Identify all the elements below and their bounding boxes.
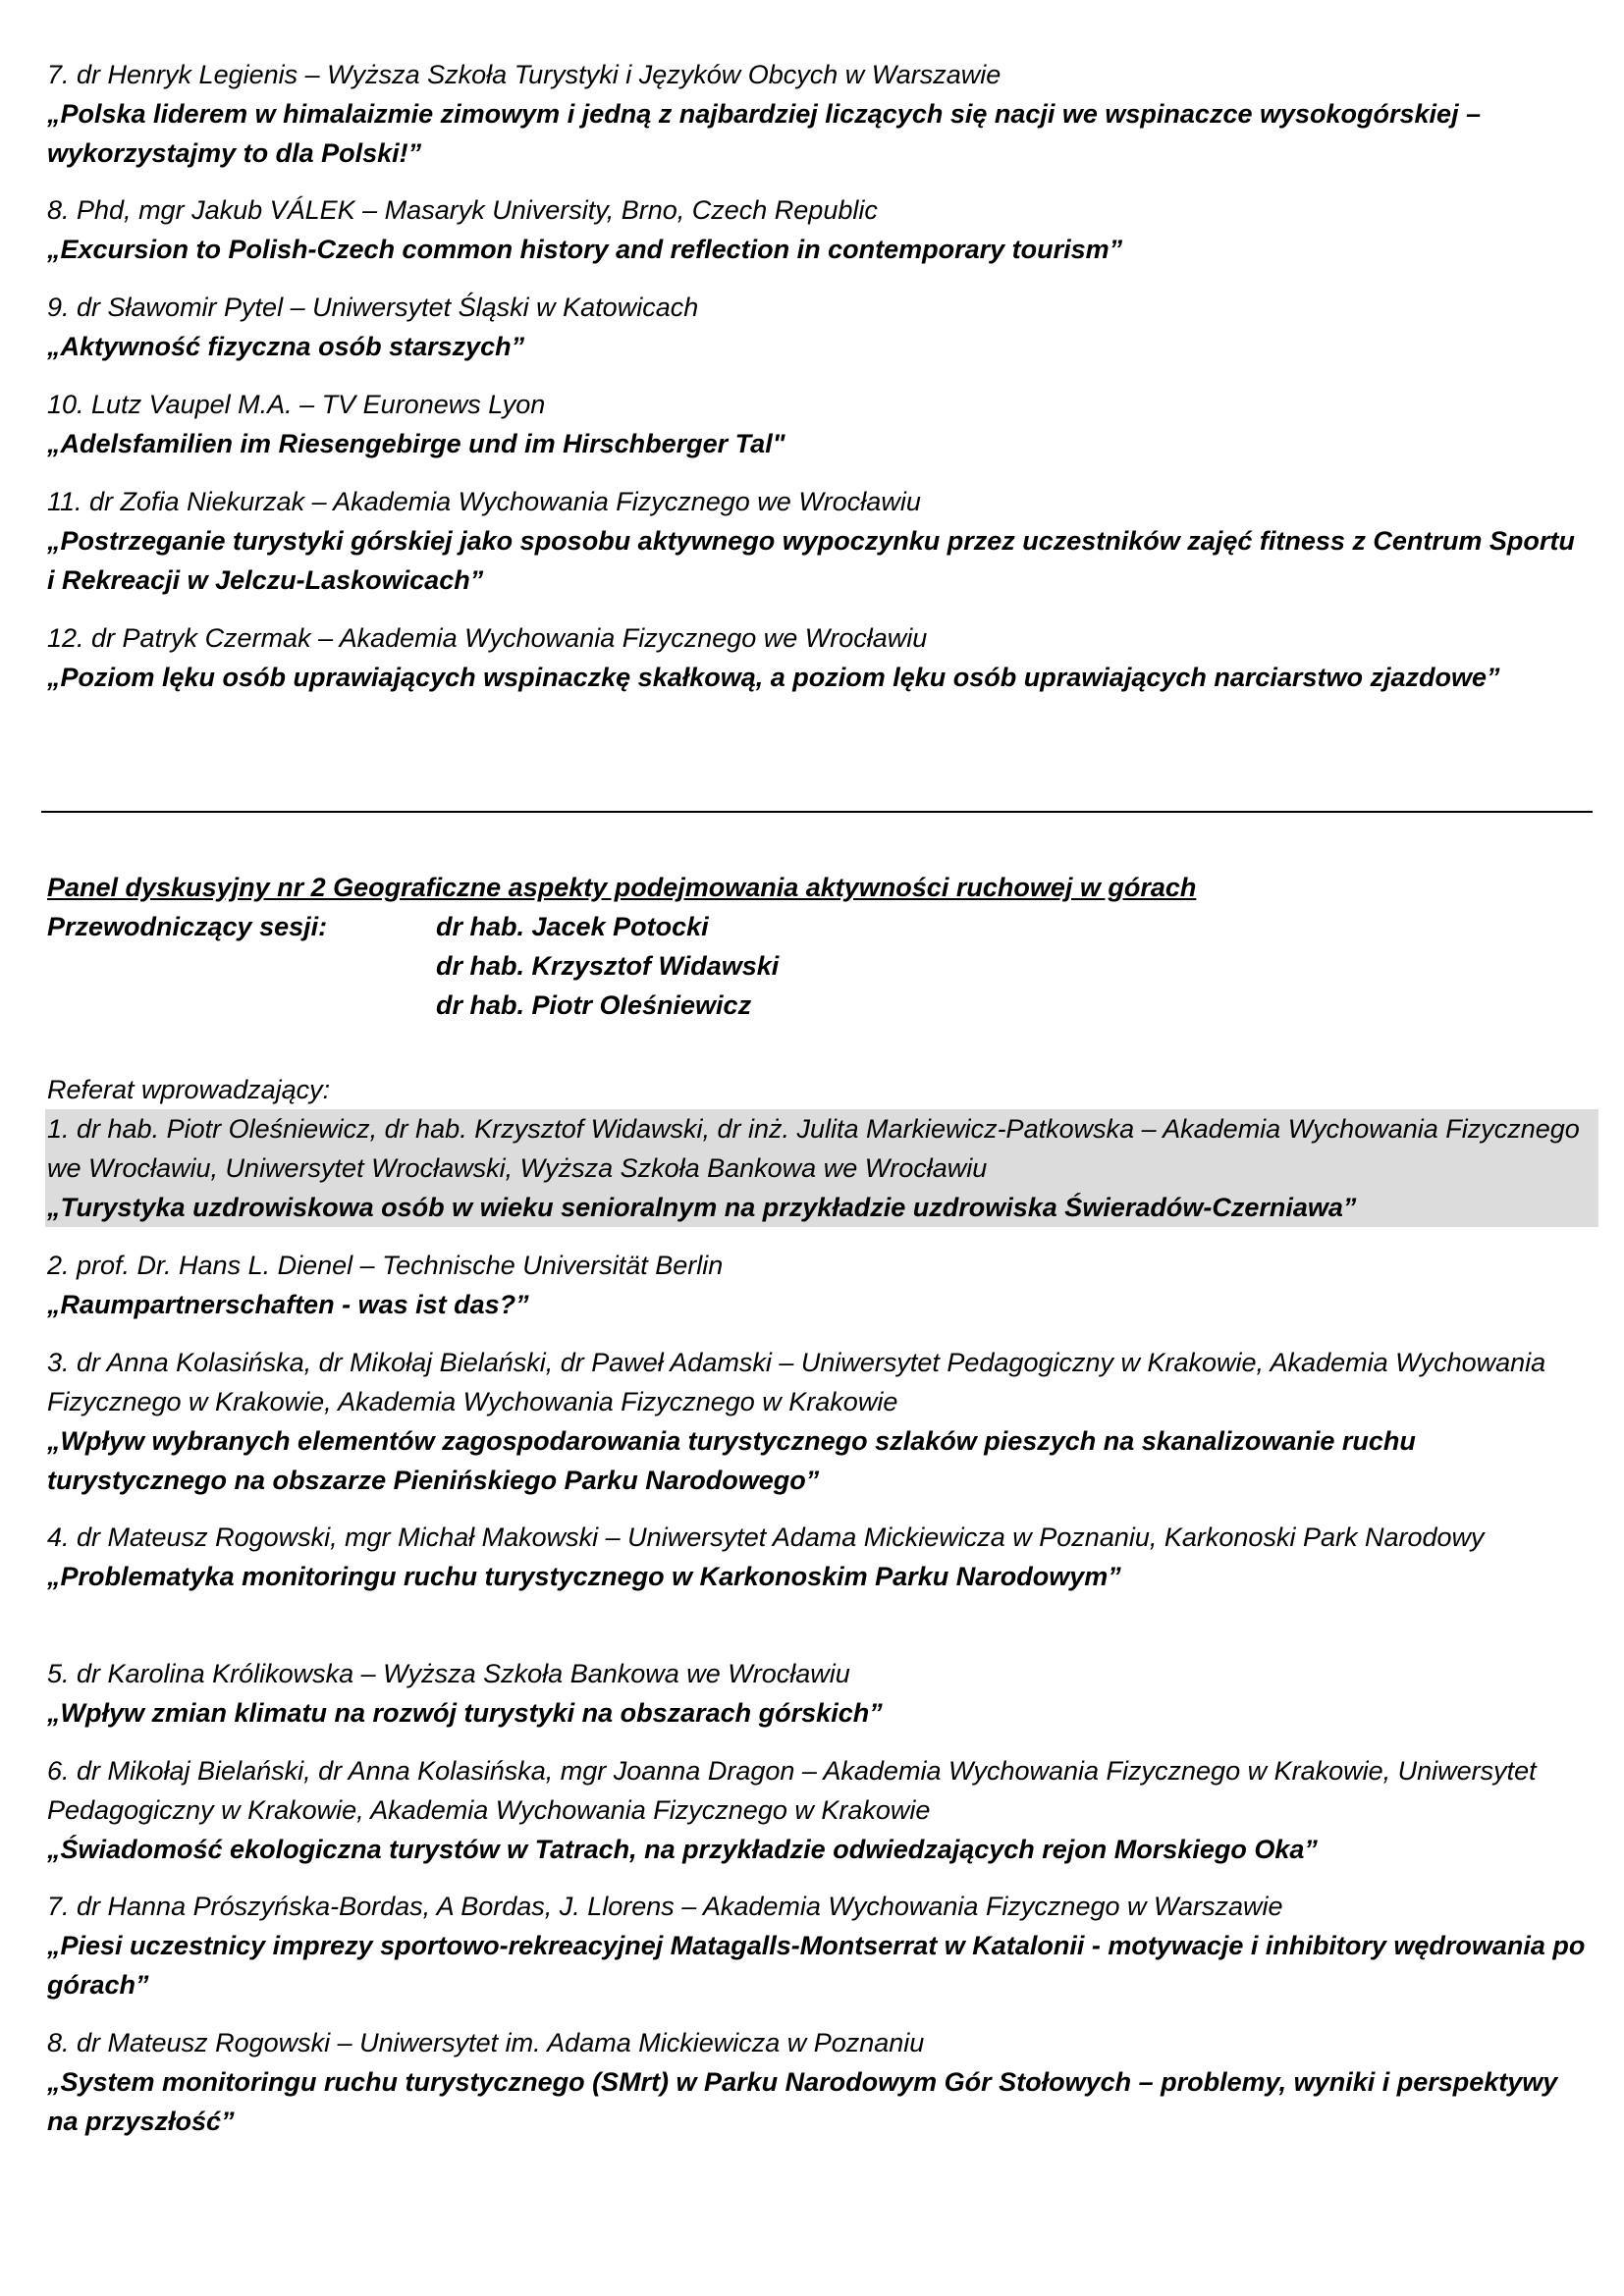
panel-header [47,868,1589,1025]
entry-author: 6. dr Mikołaj Bielański, dr Anna Kolasińska, mgr Joanna Dragon – Akademia Wychowania Fizycznego w Krakowie, Uniwersytet Pedagogiczny w Krakowie, Akademia Wychowania Fizycznego w Krakowie [47,1756,1537,1825]
entry-title: „Piesi uczestnicy imprezy sportowo-rekreacyjnej Matagalls-Montserrat w Katalonii - motywacje i inhibitory wędrowania po górach” [47,1931,1586,2000]
intro-label-text: Referat wprowadzający: [47,1075,331,1104]
entry [47,190,1589,269]
entry [47,482,1589,600]
chair-name: dr hab. Jacek Potocki [436,912,709,941]
intro-label [47,1070,1589,1109]
entry-title: „Postrzeganie turystyki górskiej jako sposobu aktywnego wypoczynku przez uczestników zajęć fitness z Centrum Sportu i Rekreacji w Jelczu-Laskowicach” [47,526,1575,595]
section-divider [41,811,1593,813]
entry-author: 5. dr Karolina Królikowska – Wyższa Szkoła Bankowa we Wrocławiu [47,1659,850,1688]
entry [47,1887,1589,2004]
entry-author: 8. Phd, mgr Jakub VÁLEK – Masaryk University, Brno, Czech Republic [47,195,878,225]
entry-title: „Polska liderem w himalaizmie zimowym i jedną z najbardziej liczących się nacji we wspinaczce wysokogórskiej – wykorzystajmy to dla Polski!” [47,99,1482,168]
entry-author: 11. dr Zofia Niekurzak – Akademia Wychowania Fizycznego we Wrocławiu [47,487,921,516]
entry [47,1654,1589,1733]
entry [47,618,1589,697]
entry-title: „Wpływ wybranych elementów zagospodarowania turystycznego szlaków pieszych na skanalizowanie ruchu turystycznego na obszarze Pienińskiego Parku Narodowego” [47,1426,1416,1495]
entry-author: 3. dr Anna Kolasińska, dr Mikołaj Bielański, dr Paweł Adamski – Uniwersytet Pedagogiczny w Krakowie, Akademia Wychowania Fizycznego w Krakowie, Akademia Wychowania Fizycznego w Krakowie [47,1348,1546,1416]
entry [47,288,1589,366]
entry [47,2023,1589,2141]
entry [47,1343,1589,1500]
entry [47,1751,1589,1869]
chair-names [436,907,779,1025]
entry-title: „Excursion to Polish-Czech common history and reflection in contemporary tourism” [47,235,1123,264]
chair-label: Przewodniczący sesji: [47,912,328,941]
chair-name: dr hab. Piotr Oleśniewicz [436,990,752,1020]
entry-author: 9. dr Sławomir Pytel – Uniwersytet Śląski w Katowicach [47,293,699,322]
entry-title: „Problematyka monitoringu ruchu turystycznego w Karkonoskim Parku Narodowym” [47,1562,1121,1591]
session-chairs [47,907,1589,1025]
entry-title: „Adelsfamilien im Riesengebirge und im Hirschberger Tal" [47,429,785,458]
entry-title: „Aktywność fizyczna osób starszych” [47,332,525,361]
entry [47,1518,1589,1596]
entry-author: 7. dr Hanna Prószyńska-Bordas, A Bordas, J. Llorens – Akademia Wychowania Fizycznego w Warszawie [47,1892,1283,1921]
entry-author: 7. dr Henryk Legienis – Wyższa Szkoła Turystyki i Języków Obcych w Warszawie [47,60,1001,89]
entry [47,385,1589,463]
entry [47,55,1589,173]
panel-heading: Panel dyskusyjny nr 2 Geograficzne aspekty podejmowania aktywności ruchowej w górach [47,873,1197,902]
entry-title: „Raumpartnerschaften - was ist das?” [47,1290,529,1319]
entry-author: 4. dr Mateusz Rogowski, mgr Michał Makowski – Uniwersytet Adama Mickiewicza w Poznaniu, Karkonoski Park Narodowy [47,1522,1485,1552]
entry-author: 12. dr Patryk Czermak – Akademia Wychowania Fizycznego we Wrocławiu [47,623,928,653]
entry-title: „Świadomość ekologiczna turystów w Tatrach, na przykładzie odwiedzających rejon Morskiego Oka” [47,1835,1318,1864]
chair-name: dr hab. Krzysztof Widawski [436,951,780,981]
entry [47,1246,1589,1324]
entry-title: „Wpływ zmian klimatu na rozwój turystyki na obszarach górskich” [47,1698,883,1728]
entry-author: 1. dr hab. Piotr Oleśniewicz, dr hab. Krzysztof Widawski, dr inż. Julita Markiewicz-Patkowska – Akademia Wychowania Fizycznego we Wrocławiu, Uniwersytet Wrocławski, Wyższa Szkoła Bankowa we Wrocławiu [47,1114,1580,1183]
entry-title: „Turystyka uzdrowiskowa osób w wieku senioralnym na przykładzie uzdrowiska Świeradów-Czerniawa” [47,1193,1357,1222]
entry-title: „System monitoringu ruchu turystycznego (SMrt) w Parku Narodowym Gór Stołowych – problemy, wyniki i perspektywy na przyszłość” [47,2067,1558,2136]
entry-highlighted [45,1109,1598,1227]
entry-author: 8. dr Mateusz Rogowski – Uniwersytet im. Adama Mickiewicza w Poznaniu [47,2028,925,2057]
entry-title: „Poziom lęku osób uprawiających wspinaczkę skałkową, a poziom lęku osób uprawiających narciarstwo zjazdowe” [47,663,1500,692]
entry-author: 10. Lutz Vaupel M.A. – TV Euronews Lyon [47,390,546,419]
entry-author: 2. prof. Dr. Hans L. Dienel – Technische Universität Berlin [47,1251,724,1280]
